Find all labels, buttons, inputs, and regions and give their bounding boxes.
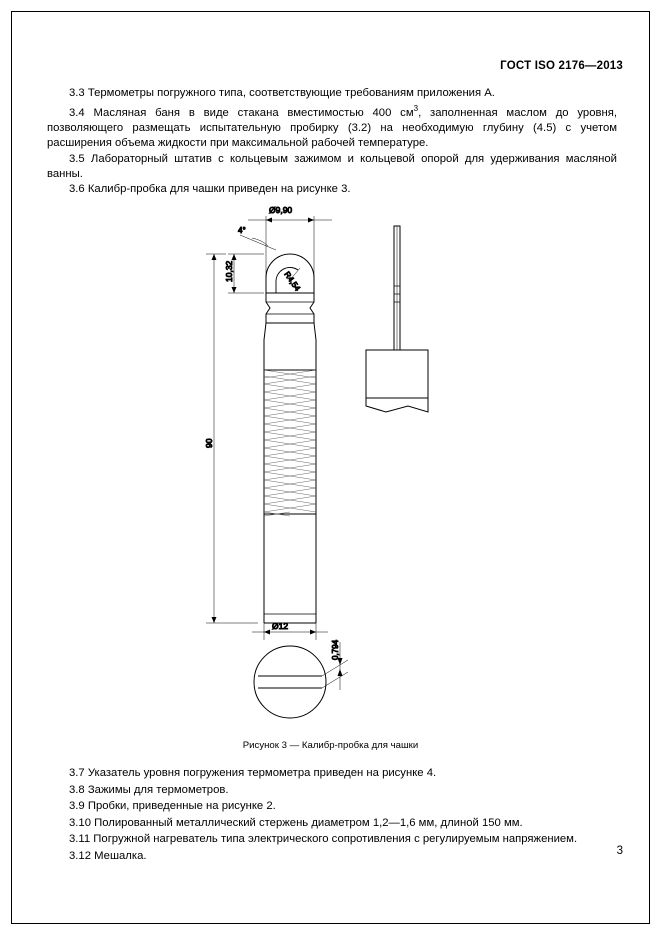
blade-handle-bottom [366,398,428,412]
figure-3-drawing [0,190,661,735]
plug-neck-left [266,293,270,323]
paragraph-3-9: 3.9 Пробки, приведенные на рисунке 2. [69,800,276,813]
leader-angle [240,235,276,250]
plug-shoulder-left [264,323,266,370]
dim-bottom-diameter-label: Ø12 [272,621,289,631]
paragraph-3-4: 3.4 Масляная баня в виде стакана вместимостью 400 $см^3$, заполненная маслом до уровня, позволяющего размещать испытательную пробирку (3.2) на необходимую глубину (4.5) с учетом расширения объема жидкости при максимальной рабочей температуре. [47,104,617,150]
angle-arc [252,238,268,246]
dim-angle-label: 4° [238,226,246,235]
paragraph-3-12: 3.12 Мешалка. [69,849,147,862]
plug-knurled-section [264,370,316,514]
plug-bottom-view-circle [254,646,326,718]
paragraph-3-7: 3.7 Указатель уровня погружения термометра приведен на рисунке 4. [69,767,437,779]
dim-radius-label: R4,54 [282,269,302,293]
dim-total-length-label: 90 [204,438,214,448]
plug-shoulder-right [314,323,316,370]
body-text-top [47,86,617,197]
paragraph-3-3: 3.3 Термометры погружного типа, соответствующие требованиям приложения А. [69,87,495,99]
paragraph-3-5: 3.5 Лабораторный штатив с кольцевым зажимом и кольцевой опорой для удерживания масляной ванны. [47,152,617,180]
ext-line-slot-top [322,660,348,676]
paragraph-3-11: 3.11 Погружной нагреватель типа электрического сопротивления с регулируемым напряжением. [69,833,578,846]
plug-neck-right [310,293,314,323]
dim-head-height-label: 10,32 [224,260,234,282]
paragraph-3-10: 3.10 Полированный металлический стержень диаметром 1,2—1,6 мм, длиной 150 мм. [69,816,523,829]
knurl-hatching [264,370,316,516]
page-number: 3 [616,845,623,857]
figure-caption: Рисунок 3 — Калибр-пробка для чашки [242,740,419,751]
paragraph-3-8: 3.8 Зажимы для термометров. [69,783,229,796]
dim-top-diameter-label: Ø9,90 [269,205,293,215]
dim-slot-width-label: 0,794 [331,639,340,660]
paragraph-3-6: 3.6 Калибр-пробка для чашки приведен на рисунке 3. [69,182,351,195]
blade-handle-block [366,350,428,398]
standard-header: ГОСТ ISO 2176—2013 [500,60,623,72]
calibration-plug-svg [0,190,661,735]
body-text-bottom [47,765,617,865]
